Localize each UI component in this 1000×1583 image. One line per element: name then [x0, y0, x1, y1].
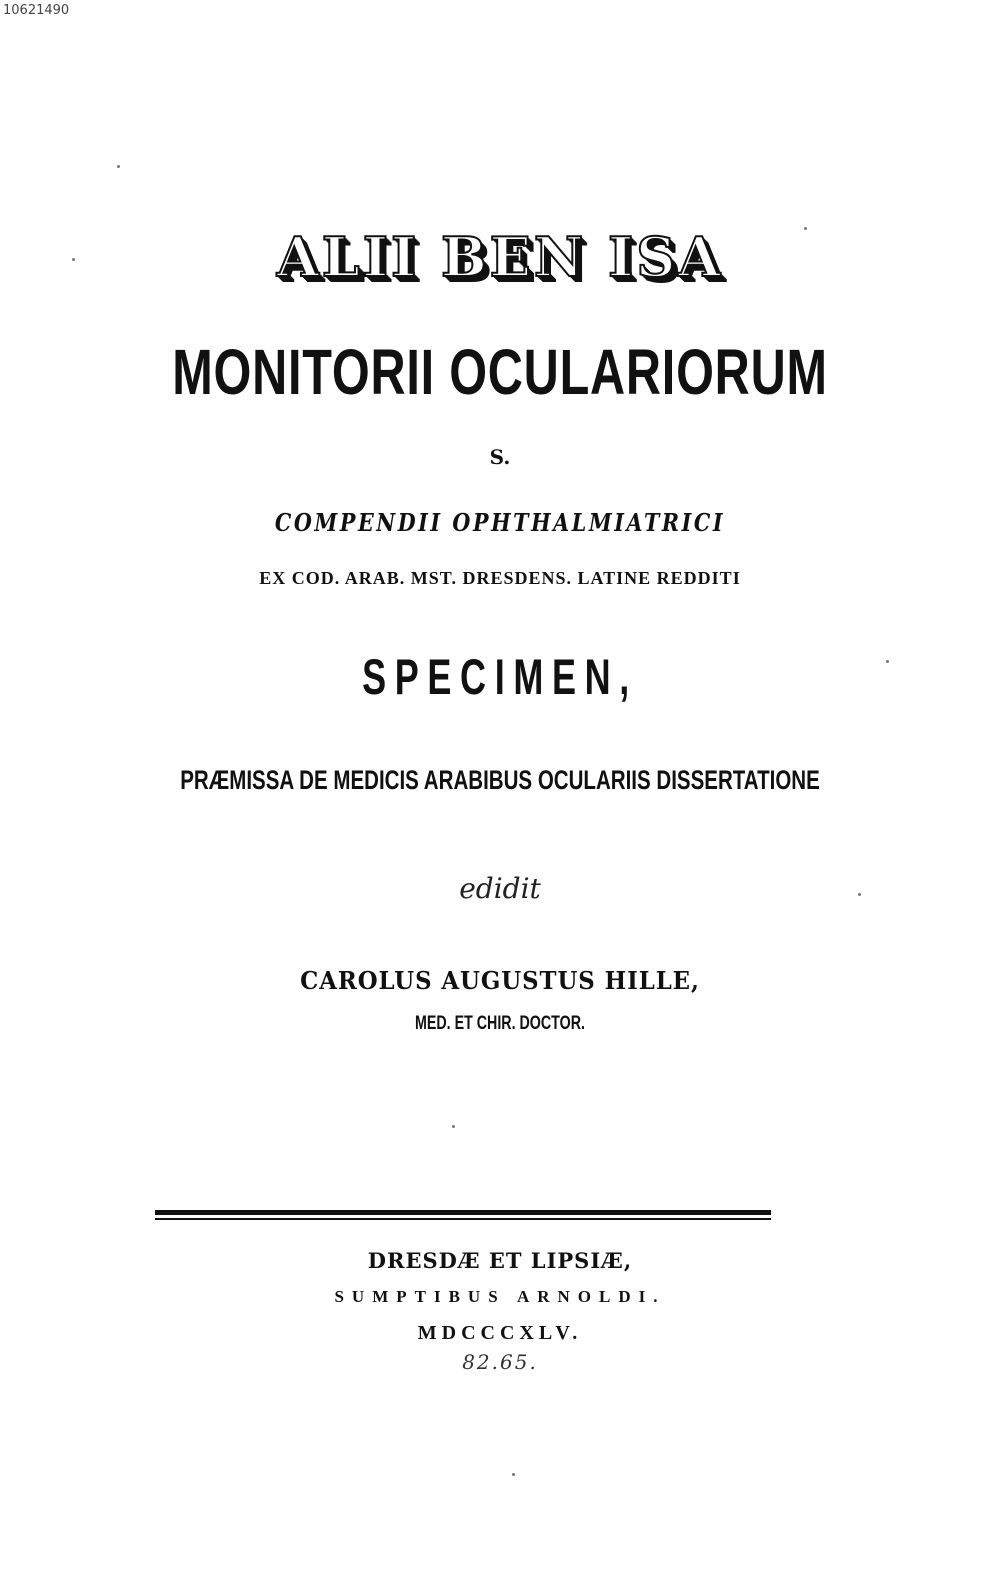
dissertation-line: PRÆMISSA DE MEDICIS ARABIBUS OCULARIIS DISSERTATIONE [180, 765, 820, 795]
paper-speck [886, 660, 889, 663]
paper-speck [512, 1473, 515, 1476]
double-rule-thin [155, 1218, 771, 1220]
imprint-publisher: SUMPTIBUS ARNOLDI. [334, 1287, 666, 1306]
edidit-label: edidit [459, 872, 541, 905]
paper-speck [117, 165, 120, 168]
editor-title: MED. ET CHIR. DOCTOR. [415, 1013, 585, 1034]
scan-id: 10621490 [3, 3, 70, 18]
subtitle: COMPENDII OPHTHALMIATRICI [274, 508, 726, 537]
paper-speck [858, 893, 861, 896]
specimen-heading: SPECIMEN, [362, 649, 638, 705]
handwritten-shelfmark: 82.65. [462, 1350, 538, 1374]
author-heading: ALII BEN ISA [276, 225, 724, 289]
paper-speck [452, 1125, 455, 1128]
imprint-year: MDCCCXLV. [417, 1322, 583, 1344]
main-title: MONITORII OCULARIORUM [172, 336, 828, 408]
double-rule-thick [155, 1210, 771, 1215]
paper-speck [72, 258, 75, 261]
editor-name: CAROLUS AUGUSTUS HILLE, [300, 966, 700, 995]
source-line: EX COD. ARAB. MST. DRESDENS. LATINE REDDITI [259, 568, 741, 588]
imprint-place: DRESDÆ ET LIPSIÆ, [367, 1248, 633, 1273]
paper-speck [804, 227, 807, 230]
conjunction: S. [489, 445, 511, 469]
